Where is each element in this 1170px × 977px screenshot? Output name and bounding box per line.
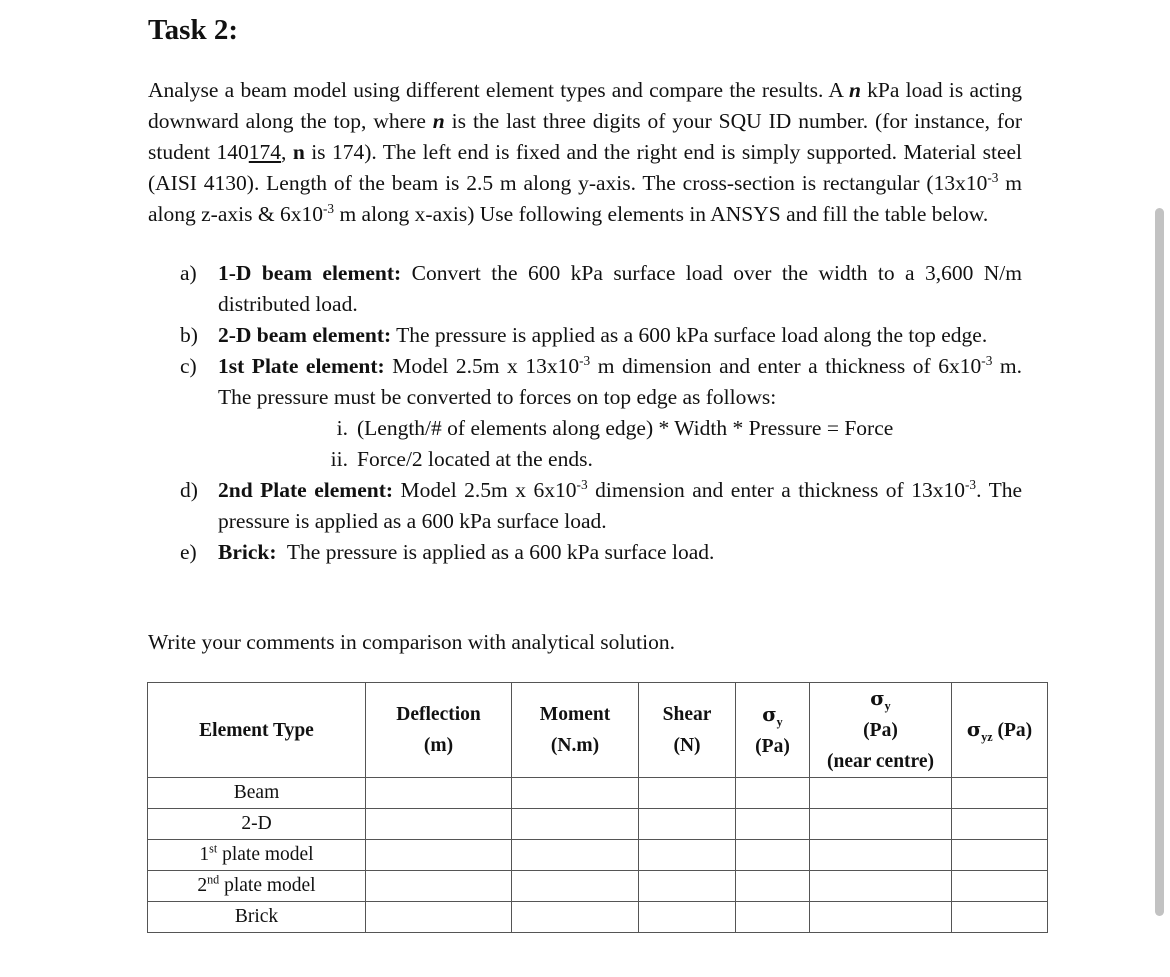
item-letter: b) (180, 323, 198, 347)
sigma-subscript: y (884, 698, 891, 713)
sigma-y-centre-cell (810, 902, 952, 933)
shear-cell (639, 840, 736, 871)
item-heading: 1-D beam element: (218, 261, 402, 285)
exponent: -3 (579, 352, 591, 368)
moment-cell (512, 871, 639, 902)
shear-cell (639, 871, 736, 902)
sigma-y-centre-cell (810, 809, 952, 840)
item-text: Model 2.5m x 13x10 (384, 354, 580, 378)
header-sigma-y (736, 683, 810, 778)
header-sigma-yz (952, 683, 1048, 778)
header-sigma-y-centre (810, 683, 952, 778)
sub-item-ii (148, 444, 1022, 475)
exponent: -3 (576, 476, 588, 492)
item-text: m dimension and enter a thickness of 6x10 (590, 354, 982, 378)
row-label: 1 (199, 844, 210, 865)
intro-text: m along z-axis & 6x10 (148, 171, 1022, 226)
exponent: -3 (964, 476, 977, 492)
n-variable: n (848, 78, 861, 102)
sigma-y-cell (736, 840, 810, 871)
header-unit: (Pa) (992, 720, 1033, 741)
item-text: The pressure is applied as a 600 kPa surface load along the top edge. (391, 323, 988, 347)
sigma-y-cell (736, 778, 810, 809)
element-type-cell (148, 902, 366, 933)
sigma-y-centre-cell (810, 778, 952, 809)
sigma-symbol: σ (966, 718, 982, 741)
row-label: Beam (233, 782, 280, 803)
moment-cell (512, 809, 639, 840)
shear-cell (639, 902, 736, 933)
header-label: Element Type (199, 719, 314, 741)
table-header-row (148, 683, 1048, 778)
deflection-cell (366, 902, 512, 933)
moment-cell (512, 778, 639, 809)
table-row (148, 871, 1048, 902)
item-text: dimension and enter a thickness of 13x10 (587, 478, 965, 502)
n-variable: n (432, 109, 445, 133)
sigma-symbol: σ (870, 687, 885, 710)
intro-paragraph (148, 75, 1022, 230)
intro-text: is 174). The left end is fixed and the right end is simply supported. Material steel (AISI 4130). Length of the beam is 2.5 m along y-axis. The cross-section is rectangular (13x10 (148, 140, 1023, 195)
header-label: Shear (662, 704, 712, 725)
sigma-yz-cell (952, 809, 1048, 840)
element-type-cell (148, 778, 366, 809)
element-type-cell (148, 871, 366, 902)
header-moment (512, 683, 639, 778)
intro-text: , (281, 140, 293, 164)
header-unit: (m) (423, 735, 454, 756)
item-heading: 1st Plate element: (218, 354, 385, 378)
sub-item-text: Force/2 located at the ends. (357, 447, 593, 471)
results-table (147, 682, 1048, 933)
sigma-y-cell (736, 902, 810, 933)
item-letter: c) (180, 354, 197, 378)
sigma-yz-cell (952, 840, 1048, 871)
header-unit: (Pa) (863, 720, 898, 741)
item-heading: Brick: (218, 540, 277, 564)
list-item-e (148, 537, 1022, 568)
header-deflection (366, 683, 512, 778)
sub-item-number: ii. (330, 447, 348, 471)
sigma-yz-cell (952, 902, 1048, 933)
header-label: Moment (539, 704, 611, 725)
sigma-y-centre-cell (810, 840, 952, 871)
item-text: Convert the 600 kPa surface load over the width to a 3,600 N/m distributed load. (218, 261, 1023, 316)
intro-text: Analyse a beam model using different element types and compare the results. A (148, 78, 849, 102)
row-label: 2-D (241, 813, 272, 834)
exponent: -3 (981, 352, 993, 368)
list-item-b (148, 320, 1022, 351)
row-label: plate model (217, 844, 314, 865)
table-row (148, 902, 1048, 933)
shear-cell (639, 778, 736, 809)
ordinal-suffix: nd (207, 872, 220, 887)
sub-item-i (148, 413, 1022, 444)
item-text: The pressure is applied as a 600 kPa surface load. (276, 540, 715, 564)
table-row (148, 840, 1048, 871)
sigma-yz-cell (952, 778, 1048, 809)
header-shear (639, 683, 736, 778)
intro-text: kPa load is acting downward along the top, where (148, 78, 1023, 133)
deflection-cell (366, 809, 512, 840)
header-unit: (N) (673, 735, 701, 756)
list-item-c (148, 351, 1022, 413)
item-text: Model 2.5m x 6x10 (393, 478, 577, 502)
header-label: Deflection (396, 704, 481, 725)
list-item-d (148, 475, 1022, 537)
sigma-subscript: y (776, 714, 783, 729)
sub-list (148, 413, 1022, 475)
moment-cell (512, 902, 639, 933)
ordinal-suffix: st (209, 841, 218, 856)
sigma-yz-cell (952, 871, 1048, 902)
comment-instruction: Write your comments in comparison with analytical solution. (148, 630, 675, 654)
sigma-y-cell (736, 809, 810, 840)
deflection-cell (366, 778, 512, 809)
sigma-symbol: σ (762, 702, 777, 726)
row-label: plate model (219, 875, 316, 896)
task-title: Task 2: (148, 14, 239, 46)
header-note: (near centre) (826, 751, 935, 772)
intro-text: is the last three digits of your SQU ID number. (for instance, for student 140 (148, 109, 1022, 164)
table-row (148, 778, 1048, 809)
sub-item-text: (Length/# of elements along edge) * Width * Pressure = Force (357, 416, 894, 440)
header-element-type (148, 683, 366, 778)
sigma-y-centre-cell (810, 871, 952, 902)
element-type-cell (148, 840, 366, 871)
header-unit: (N.m) (550, 735, 600, 756)
item-letter: e) (180, 540, 197, 564)
element-type-cell (148, 809, 366, 840)
list-item-a (148, 258, 1022, 320)
deflection-cell (366, 871, 512, 902)
intro-text: m along x-axis) Use following elements in ANSYS and fill the table below. (334, 202, 989, 226)
table-row (148, 809, 1048, 840)
item-heading: 2-D beam element: (218, 323, 392, 347)
n-variable: n (292, 140, 305, 164)
shear-cell (639, 809, 736, 840)
id-digits-underlined: 174 (248, 140, 282, 164)
item-text: . The pressure is applied as a 600 kPa surface load. (218, 478, 1023, 533)
deflection-cell (366, 840, 512, 871)
item-heading: 2nd Plate element: (218, 478, 394, 502)
element-list (148, 258, 1022, 568)
sigma-y-cell (736, 871, 810, 902)
moment-cell (512, 840, 639, 871)
exponent: -3 (987, 169, 999, 185)
sub-item-number: i. (336, 416, 348, 440)
item-text: m. The pressure must be converted to forces on top edge as follows: (218, 354, 1022, 409)
item-letter: d) (180, 478, 198, 502)
header-unit: (Pa) (755, 735, 790, 757)
exponent: -3 (322, 200, 335, 216)
row-label: 2 (197, 875, 208, 896)
sigma-subscript: yz (981, 729, 993, 744)
row-label: Brick (234, 906, 279, 927)
vertical-scrollbar[interactable] (1155, 208, 1164, 916)
item-letter: a) (180, 261, 197, 285)
